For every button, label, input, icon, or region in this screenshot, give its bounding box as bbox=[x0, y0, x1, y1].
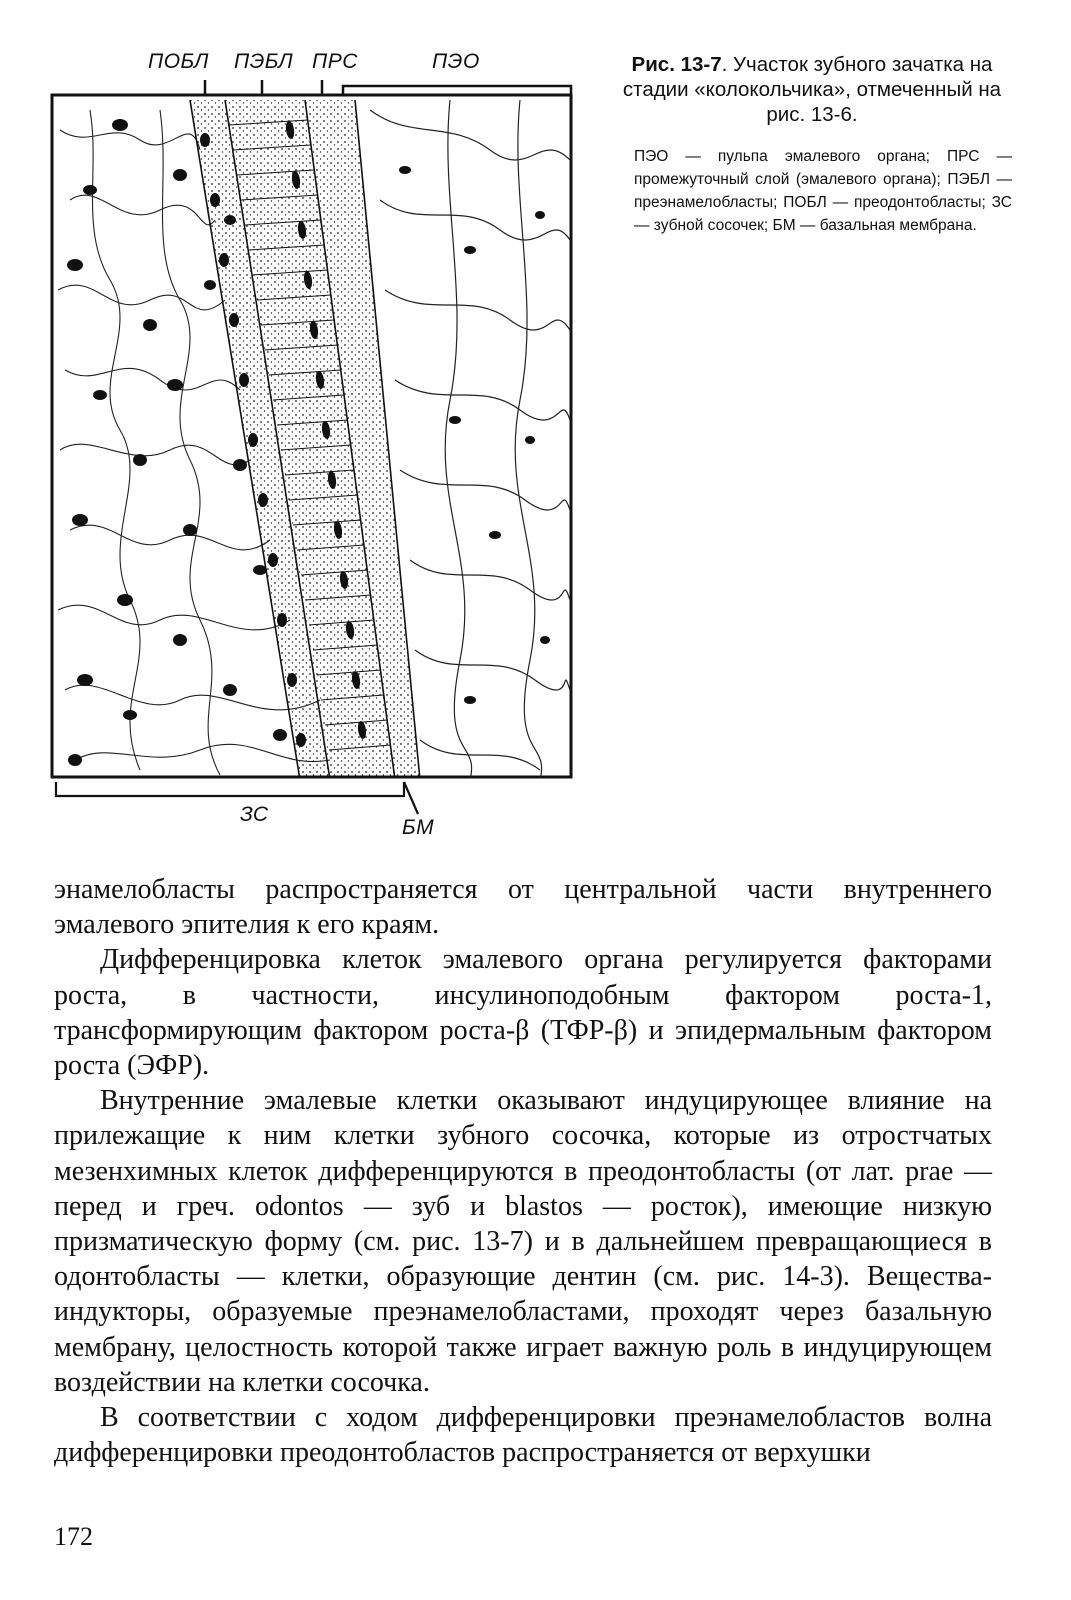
label-pebl: ПЭБЛ bbox=[234, 50, 294, 73]
histology-illustration bbox=[0, 0, 600, 880]
caption-legend: ПЭО — пульпа эмалевого органа; ПРС — промежуточный слой (эмалевого органа); ПЭБЛ — преэнамелобласты; ПОБЛ — преодонтобласты; ЗС — зубной сосочек; БМ — базальная мембрана. bbox=[634, 148, 1012, 234]
label-zs: ЗС bbox=[240, 803, 269, 826]
page-number: 172 bbox=[54, 1522, 93, 1551]
label-bm: БМ bbox=[402, 816, 435, 839]
label-pobl: ПОБЛ bbox=[148, 50, 209, 73]
paragraph-1: энамелобласты распространяется от центральной части внутреннего эмалевого эпителия к его краям. bbox=[54, 874, 992, 941]
figure-number: Рис. 13-7 bbox=[631, 53, 722, 76]
paragraph-2: Дифференцировка клеток эмалевого органа регулируется факторами роста, в частности, инсулиноподобным фактором роста-1, трансформирующим фактором роста-β (ТФР-β) и эпидермальным фактором роста (ЭФР). bbox=[54, 944, 992, 1082]
caption-title-text: . Участок зубного зачатка на стадии «колокольчика», отмеченный на рис. 13-6. bbox=[622, 53, 1002, 126]
label-peo: ПЭО bbox=[432, 50, 480, 73]
label-prs: ПРС bbox=[312, 50, 358, 73]
paragraph-3: Внутренние эмалевые клетки оказывают индуцирующее влияние на прилежащие к ним клетки зубного сосочка, которые из отростчатых мезенхимных клеток дифференцируются в преодонтобласты (от лат. prae — перед и греч. odontos — зуб и blastos — росток), имеющие низкую призматическую форму (см. рис. 13-7) и в дальнейшем превращающиеся в одонтобласты — клетки, образующие дентин (см. рис. 14-3). Вещества-индукторы, образуемые преэнамелобластами, проходят через базальную мембрану, целостность которой также играет важную роль в индуцирующем воздействии на клетки сосочка. bbox=[54, 1085, 992, 1398]
body-text bbox=[54, 872, 992, 1470]
figure-caption bbox=[612, 52, 1012, 237]
bottom-pointers bbox=[56, 782, 418, 814]
caption-title bbox=[612, 52, 1012, 127]
paragraph-4: В соответствии с ходом дифференцировки преэнамелобластов волна дифференцировки преодонтобластов распространяется от верхушки bbox=[54, 1402, 992, 1469]
